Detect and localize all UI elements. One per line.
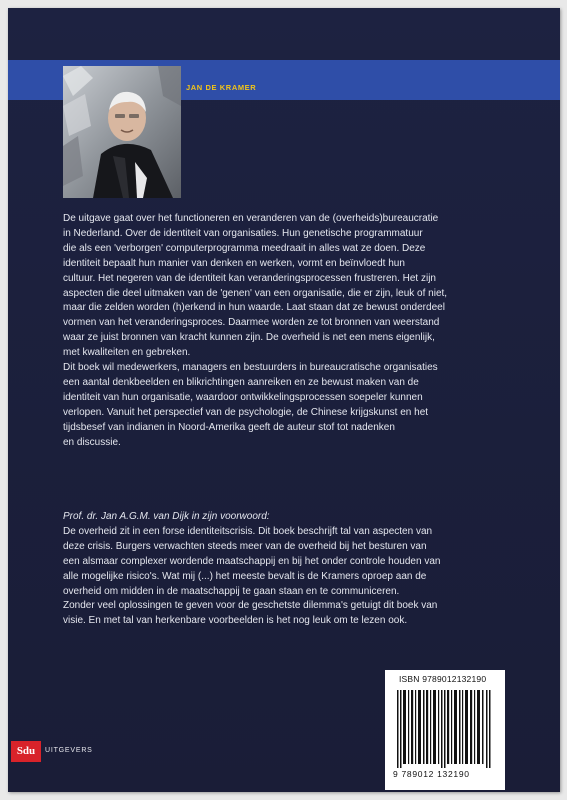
barcode-bars-icon [395, 690, 495, 768]
isbn-barcode [385, 670, 505, 790]
foreword-line: een alsmaar complexer wordende maatschappij en bij het onder controle houden van [63, 555, 441, 567]
description-line: aspecten die deel uitmaken van de 'genen' van een organisatie, die er zijn, leuk of niet, [63, 287, 448, 299]
foreword-line: visie. En met tal van herkenbare voorbeelden is het nog leuk om te lezen ook. [63, 615, 408, 627]
publisher-label: UITGEVERS [45, 747, 93, 754]
description-line: maar die zelden worden (h)erkend in hun waarde. Laat staan dat ze bewust onderdeel [63, 302, 445, 314]
foreword-heading: Prof. dr. Jan A.G.M. van Dijk in zijn voorwoord: [63, 511, 270, 522]
author-portrait-image [63, 66, 181, 198]
publisher-logo: Sdu [11, 741, 41, 762]
description-line: identiteit van hun organisatie, waardoor ontwikkelingsprocessen soepeler kunnen [63, 391, 423, 403]
description-line: De uitgave gaat over het functioneren en veranderen van de (overheids)bureaucratie [63, 213, 439, 224]
foreword-line: deze crisis. Burgers verwachten steeds meer van de overheid bij het besturen van [63, 540, 427, 552]
foreword-line: Zonder veel oplossingen te geven voor de geschetste dilemma's getuigt dit boek van [63, 600, 438, 612]
foreword-line: overheid om midden in de maatschappij te gaan staan en te communiceren. [63, 585, 400, 597]
description-line: Dit boek wil medewerkers, managers en bestuurders in bureaucratische organisaties [63, 362, 438, 374]
description-line: tijdsbesef van indianen in Noord-Amerika geeft de auteur stof tot nadenken [63, 421, 395, 433]
foreword-line: De overheid zit in een forse identiteitscrisis. Dit boek beschrijft tal van aspecten van [63, 525, 433, 537]
description-line: cultuur. Het negeren van de identiteit kan veranderingsprocessen frustreren. Het zijn [63, 272, 436, 284]
description-line: in Nederland. Over de identiteit van organisaties. Hun genetische programmatuur [63, 227, 423, 239]
book-back-cover [8, 8, 560, 792]
book-description [63, 212, 503, 451]
author-photo [63, 66, 181, 198]
description-line: een aantal denkbeelden en blikrichtingen aanreiken en ze bewust maken van de [63, 376, 419, 388]
foreword-line: alle mogelijke risico's. Wat mij (...) het meeste bevalt is de Kramers oproep aan de [63, 570, 427, 582]
description-line: met kwaliteiten en gebreken. [63, 347, 191, 359]
description-line: en discussie. [63, 436, 121, 448]
isbn-digits: 9 789012 132190 [393, 769, 470, 779]
description-line: waar ze juist bronnen van kracht kunnen zijn. De overheid is net een mens eigenlijk, [63, 332, 435, 344]
description-line: die als een 'verborgen' computerprogramma meedraait in alles wat ze doen. Deze [63, 242, 426, 254]
description-line: vormen van het veranderingsproces. Daarmee worden ze tot bronnen van weerstand [63, 317, 440, 329]
foreword-quote [63, 510, 503, 629]
description-line: verlopen. Vanuit het perspectief van de psychologie, de Chinese krijgskunst en het [63, 406, 429, 418]
author-name: JAN DE KRAMER [186, 83, 257, 92]
description-line: identiteit bepaalt hun manier van denken en werken, vormt en beïnvloedt hun [63, 257, 405, 269]
isbn-label: ISBN 9789012132190 [399, 674, 487, 684]
